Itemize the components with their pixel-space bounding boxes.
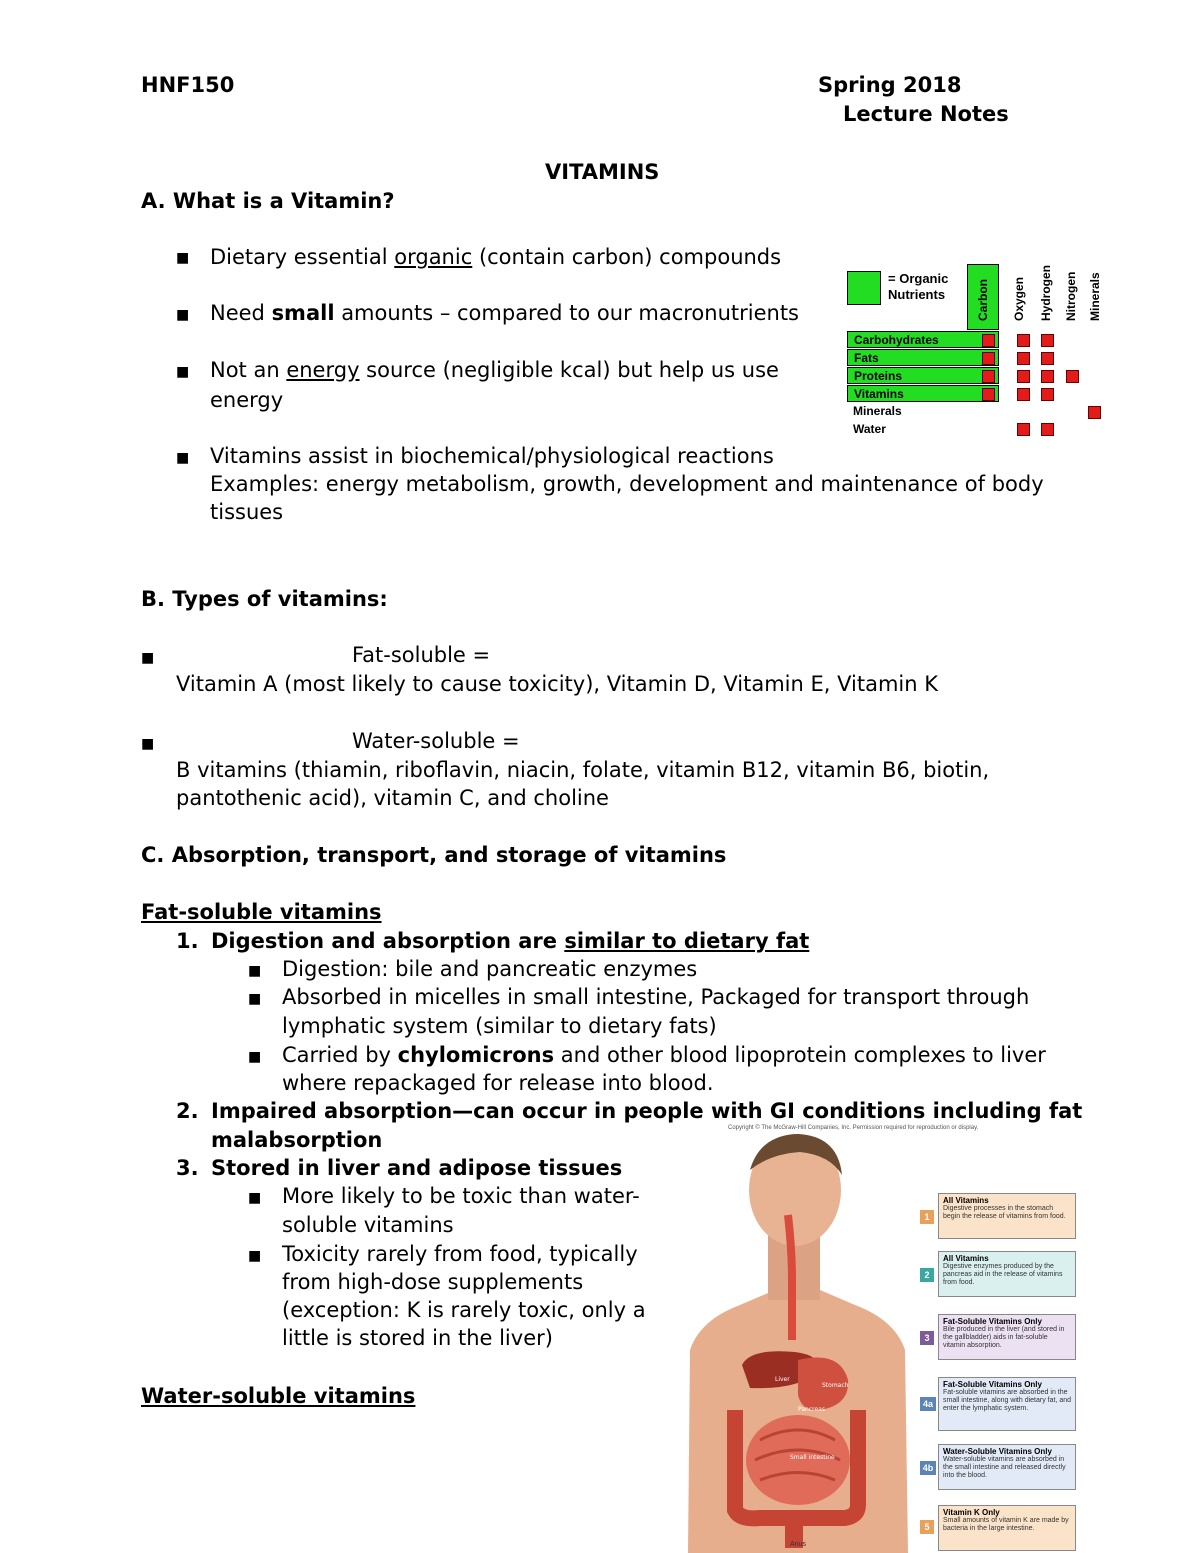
organ-label: Pancreas	[798, 1406, 825, 1413]
fat-soluble-label: Fat-soluble =	[352, 643, 491, 667]
callout-number: 2	[920, 1268, 934, 1282]
legend-green-swatch	[847, 271, 881, 305]
oxygen-marker	[1017, 423, 1030, 436]
callout-number: 4b	[920, 1461, 936, 1475]
body-illustration	[680, 1120, 910, 1553]
row-vitamins: Vitamins	[847, 385, 999, 402]
bullet-icon: ■	[176, 450, 190, 466]
c-item-3-sub-1: More likely to be toxic than water-	[282, 1184, 640, 1208]
fat-soluble-subheading: Fat-soluble vitamins	[141, 900, 382, 924]
row-carbohydrates: Carbohydrates	[847, 331, 999, 348]
section-a-heading: A. What is a Vitamin?	[141, 189, 395, 213]
row-water: Water	[853, 422, 886, 436]
digestive-system-figure	[680, 1120, 1100, 1553]
minerals-marker	[1088, 406, 1101, 419]
bullet-icon: ■	[248, 1049, 262, 1065]
figure-copyright: Copyright © The McGraw-Hill Companies, Inc. Permission required for reproduction or display.	[728, 1125, 979, 1131]
carbon-marker	[982, 388, 995, 401]
callout-box: Fat-Soluble Vitamins Only Fat-soluble vitamins are absorbed in the small intestine, along with dietary fat, and enter the lymphatic system.	[938, 1377, 1076, 1431]
item-number-1: 1.	[176, 929, 199, 953]
organ-label: Liver	[775, 1376, 790, 1383]
c-item-2-cont: malabsorption	[211, 1128, 383, 1152]
a-bullet-3: Not an energy source (negligible kcal) but help us use	[210, 358, 779, 382]
section-b-heading: B. Types of vitamins:	[141, 587, 388, 611]
c-item-1-sub-3-cont: where repackaged for release into blood.	[282, 1071, 714, 1095]
c-item-2: Impaired absorption—can occur in people with GI conditions including fat	[211, 1099, 1083, 1123]
callout-number: 1	[920, 1210, 934, 1224]
page-title: VITAMINS	[545, 160, 660, 184]
water-soluble-subheading: Water-soluble vitamins	[141, 1384, 416, 1408]
oxygen-marker	[1017, 352, 1030, 365]
a-bullet-2: Need small amounts – compared to our macronutrients	[210, 301, 799, 325]
column-minerals: Minerals	[1088, 272, 1102, 321]
bullet-icon: ■	[141, 736, 155, 752]
bullet-icon: ■	[248, 1248, 262, 1264]
c-item-1-sub-1: Digestion: bile and pancreatic enzymes	[282, 957, 698, 981]
callout-box: Water-Soluble Vitamins Only Water-soluble vitamins are absorbed in the small intestine and released directly into the blood.	[938, 1444, 1076, 1490]
c-item-1-sub-2: Absorbed in micelles in small intestine, Packaged for transport through	[282, 985, 1030, 1009]
a-bullet-3-cont: energy	[210, 388, 284, 412]
a-bullet-4-examples: Examples: energy metabolism, growth, development and maintenance of body	[210, 472, 1044, 496]
a-bullet-4-cont: tissues	[210, 500, 284, 524]
c-item-1-sub-3: Carried by chylomicrons and other blood lipoprotein complexes to liver	[282, 1043, 1046, 1067]
oxygen-marker	[1017, 334, 1030, 347]
bullet-icon: ■	[176, 250, 190, 266]
carbon-marker	[982, 370, 995, 383]
row-fats: Fats	[847, 349, 999, 366]
hydrogen-marker	[1041, 352, 1054, 365]
column-carbon: Carbon	[976, 279, 990, 321]
item-number-3: 3.	[176, 1156, 199, 1180]
bullet-icon: ■	[248, 991, 262, 1007]
c-item-3-sub-2: Toxicity rarely from food, typically	[282, 1242, 638, 1266]
callout-box: All Vitamins Digestive processes in the stomach begin the release of vitamins from food.	[938, 1193, 1076, 1239]
hydrogen-marker	[1041, 388, 1054, 401]
fat-soluble-list: Vitamin A (most likely to cause toxicity), Vitamin D, Vitamin E, Vitamin K	[176, 672, 939, 696]
anus-label: Anus	[790, 1541, 806, 1548]
oxygen-marker	[1017, 370, 1030, 383]
water-soluble-label: Water-soluble =	[352, 729, 520, 753]
nutrient-element-chart	[845, 250, 1110, 445]
section-c-heading: C. Absorption, transport, and storage of vitamins	[141, 843, 727, 867]
callout-box: Fat-Soluble Vitamins Only Bile produced in the liver (and stored in the gallbladder) aids in fat-soluble vitamin absorption.	[938, 1314, 1076, 1360]
c-item-3-sub-2-cont: from high-dose supplements	[282, 1270, 584, 1294]
item-number-2: 2.	[176, 1099, 199, 1123]
callout-box: All Vitamins Digestive enzymes produced by the pancreas aid in the release of vitamins from food.	[938, 1251, 1076, 1297]
course-code: HNF150	[141, 73, 235, 97]
oxygen-marker	[1017, 388, 1030, 401]
water-soluble-list-cont: pantothenic acid), vitamin C, and choline	[176, 786, 609, 810]
hydrogen-marker	[1041, 334, 1054, 347]
hydrogen-marker	[1041, 370, 1054, 383]
c-item-3-sub-1-cont: soluble vitamins	[282, 1213, 454, 1237]
a-bullet-4: Vitamins assist in biochemical/physiological reactions	[210, 444, 774, 468]
column-hydrogen: Hydrogen	[1039, 264, 1053, 321]
c-item-3-sub-2-cont: little is stored in the liver)	[282, 1326, 553, 1350]
column-oxygen: Oxygen	[1012, 276, 1026, 321]
bullet-icon: ■	[248, 963, 262, 979]
carbon-marker	[982, 352, 995, 365]
callout-number: 3	[920, 1331, 934, 1345]
row-minerals: Minerals	[853, 404, 902, 418]
water-soluble-list: B vitamins (thiamin, riboflavin, niacin, folate, vitamin B12, vitamin B6, biotin,	[176, 758, 990, 782]
c-item-1-sub-2-cont: lymphatic system (similar to dietary fats)	[282, 1014, 717, 1038]
legend-label: = Organic Nutrients	[888, 271, 949, 302]
carbon-marker	[982, 334, 995, 347]
callout-number: 5	[920, 1520, 934, 1534]
row-proteins: Proteins	[847, 367, 999, 384]
bullet-icon: ■	[176, 364, 190, 380]
bullet-icon: ■	[141, 650, 155, 666]
organ-label: Small intestine	[790, 1454, 835, 1461]
callout-number: 4a	[920, 1397, 936, 1411]
c-item-3-sub-2-cont: (exception: K is rarely toxic, only a	[282, 1298, 646, 1322]
callout-box: Vitamin K Only Small amounts of vitamin K are made by bacteria in the large intestine.	[938, 1505, 1076, 1551]
c-item-1: Digestion and absorption are similar to dietary fat	[211, 929, 810, 953]
a-bullet-1: Dietary essential organic (contain carbon) compounds	[210, 245, 782, 269]
hydrogen-marker	[1041, 423, 1054, 436]
doc-type: Lecture Notes	[843, 102, 1009, 126]
term: Spring 2018	[818, 73, 962, 97]
nitrogen-marker	[1066, 370, 1079, 383]
organ-label: Stomach	[822, 1382, 849, 1389]
column-nitrogen: Nitrogen	[1064, 271, 1078, 321]
bullet-icon: ■	[248, 1190, 262, 1206]
c-item-3: Stored in liver and adipose tissues	[211, 1156, 623, 1180]
bullet-icon: ■	[176, 307, 190, 323]
